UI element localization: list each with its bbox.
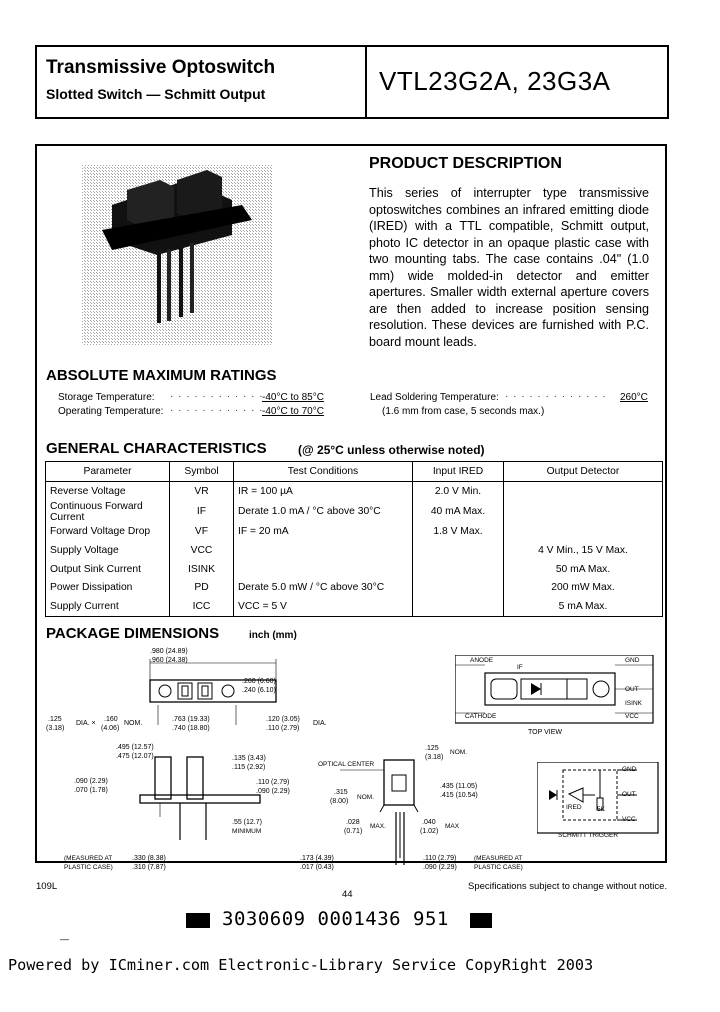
dim-label: (1.02) <box>420 828 439 835</box>
dim-label: .435 (11.05) <box>440 783 478 790</box>
profile-drawing <box>330 740 470 870</box>
cell-output: 4 V Min., 15 V Max. <box>504 541 663 560</box>
table-row <box>46 501 663 523</box>
solder-temp-value: 260°C <box>620 392 648 403</box>
dim-label: MINIMUM <box>232 828 262 835</box>
leader-dots: · · · · · · · · · · · · <box>170 405 264 416</box>
pin-label-isink: ISINK <box>625 700 642 707</box>
product-description-body: This series of interrupter type transmissive optoswitches combines an infrared emitting diode (IRED) with a TTL compatible, Schmitt output, photo IC detector in an opaque plastic case with two mounting tabs. The case contains .04" (1.0 mm) wide molded-in detector and emitter apertures. Smaller width external aperture covers are then added to increase position sensing resolution. These devices are furnished with P.C. board mount leads. <box>369 186 649 349</box>
pin-label-if: IF <box>517 664 523 671</box>
dim-label: .110 (2.79) <box>423 855 457 862</box>
column-header: Symbol <box>170 462 234 482</box>
cell-output: 50 mA Max. <box>504 560 663 579</box>
package-heading: PACKAGE DIMENSIONS <box>46 625 220 642</box>
page-title: Transmissive Optoswitch <box>46 57 276 78</box>
dim-label: (0.71) <box>344 828 363 835</box>
cell-conditions: Derate 1.0 mA / °C above 30°C <box>234 501 413 523</box>
dim-label: .028 <box>346 819 360 826</box>
page-subtitle: Slotted Switch — Schmitt Output <box>46 86 266 102</box>
table-header-row <box>46 462 663 482</box>
dim-label: .960 (24.38) <box>150 657 188 664</box>
dim-label: .110 (2.79) <box>256 779 290 786</box>
cell-symbol: VR <box>170 482 234 501</box>
dim-label: .070 (1.78) <box>74 787 108 794</box>
dim-label: .125 <box>425 745 439 752</box>
storage-temp-value: -40°C to 85°C <box>262 392 324 403</box>
cell-conditions <box>234 541 413 560</box>
product-photo <box>82 165 272 345</box>
dim-label: .310 (7.87) <box>132 864 166 871</box>
package-drawing <box>40 645 340 845</box>
top-view-caption: TOP VIEW <box>528 729 562 736</box>
cell-conditions: Derate 5.0 mW / °C above 30°C <box>234 578 413 597</box>
dim-label: .135 (3.43) <box>232 755 266 762</box>
dim-label: .017 (0.43) <box>300 864 334 871</box>
dim-label: DIA. <box>313 720 327 727</box>
dim-label: .763 (19.33) <box>172 716 210 723</box>
schmitt-diagram <box>537 762 659 834</box>
schmitt-ired-label: IRED <box>566 804 582 811</box>
dim-label: .110 (2.79) <box>266 725 300 732</box>
cell-symbol: IF <box>170 501 234 523</box>
solder-temp-note: (1.6 mm from case, 5 seconds max.) <box>382 406 545 417</box>
dim-label: .090 (2.29) <box>256 788 290 795</box>
cell-symbol: PD <box>170 578 234 597</box>
dim-label: .495 (12.57) <box>116 744 154 751</box>
column-header: Input IRED <box>413 462 504 482</box>
schmitt-caption: SCHMITT TRIGGER <box>558 832 619 839</box>
dim-label: PLASTIC CASE) <box>64 864 113 871</box>
dim-label: .115 (2.92) <box>232 764 266 771</box>
dim-label: .090 (2.29) <box>423 864 457 871</box>
cell-input <box>413 597 504 616</box>
ratings-heading: ABSOLUTE MAXIMUM RATINGS <box>46 367 277 384</box>
dim-label: .040 <box>422 819 436 826</box>
part-number: VTL23G2A, 23G3A <box>379 66 611 96</box>
barcode-bar-left <box>186 913 210 928</box>
leader-dots: · · · · · · · · · · · · · <box>170 391 272 402</box>
dim-label: (3.18) <box>46 725 65 732</box>
schmitt-out-label: OUT <box>622 791 636 798</box>
schmitt-gnd-label: GND <box>622 766 637 773</box>
leader-dots: · · · · · · · · · · · · · <box>505 391 607 402</box>
dim-label: .415 (10.54) <box>440 792 478 799</box>
cell-input: 1.8 V Max. <box>413 523 504 542</box>
table-row <box>46 482 663 501</box>
cell-input <box>413 541 504 560</box>
cell-parameter: Supply Voltage <box>46 541 170 560</box>
doc-code: 109L <box>36 881 58 892</box>
dim-label: .260 (6.60) <box>242 678 276 685</box>
dim-label: MAX. <box>370 823 386 830</box>
barcode-bar-right <box>470 913 492 928</box>
table-row <box>46 597 663 616</box>
operating-temp-value: -40°C to 70°C <box>262 406 324 417</box>
footer-dash: — <box>60 934 69 944</box>
pin-label-vcc: VCC <box>625 713 639 720</box>
dim-label: .475 (12.07) <box>116 753 154 760</box>
column-header: Parameter <box>46 462 170 482</box>
cell-input <box>413 560 504 579</box>
table-row <box>46 560 663 579</box>
cell-conditions: IF = 20 mA <box>234 523 413 542</box>
cell-input: 40 mA Max. <box>413 501 504 523</box>
cell-symbol: ICC <box>170 597 234 616</box>
cell-symbol: VF <box>170 523 234 542</box>
dim-label: (4.06) <box>101 725 120 732</box>
dim-label: .980 (24.89) <box>150 648 188 655</box>
cell-input: 2.0 V Min. <box>413 482 504 501</box>
cell-conditions: IR = 100 µA <box>234 482 413 501</box>
pin-label-cathode: CATHODE <box>465 713 497 720</box>
dim-label: MAX <box>445 823 460 830</box>
cell-output: 5 mA Max. <box>504 597 663 616</box>
dim-label: NOM. <box>357 794 374 801</box>
cell-conditions <box>234 560 413 579</box>
dim-label: (3.18) <box>425 754 444 761</box>
operating-temp-label: Operating Temperature: <box>58 406 164 417</box>
dim-label: .120 (3.05) <box>266 716 300 723</box>
barcode-number: 3030609 0001436 951 <box>222 908 449 930</box>
header-divider <box>365 45 367 119</box>
cell-parameter: Power Dissipation <box>46 578 170 597</box>
table-row <box>46 578 663 597</box>
table-row <box>46 523 663 542</box>
column-header: Output Detector <box>504 462 663 482</box>
dim-label: .55 (12.7) <box>232 819 262 826</box>
package-units: inch (mm) <box>249 630 297 641</box>
cell-input <box>413 578 504 597</box>
cell-parameter: Supply Current <box>46 597 170 616</box>
cell-output <box>504 482 663 501</box>
general-note: (@ 25°C unless otherwise noted) <box>298 443 485 457</box>
dim-label: (8.00) <box>330 798 349 805</box>
cell-parameter: Forward Voltage Drop <box>46 523 170 542</box>
dim-label: .090 (2.29) <box>74 778 108 785</box>
pin-label-anode: ANODE <box>470 657 494 664</box>
cell-output <box>504 501 663 523</box>
dim-label: PLASTIC CASE) <box>474 864 523 871</box>
schmitt-resistor-label: 5K <box>597 806 605 813</box>
storage-temp-label: Storage Temperature: <box>58 392 155 403</box>
cell-parameter: Output Sink Current <box>46 560 170 579</box>
characteristics-table <box>45 461 663 617</box>
dim-label: .160 <box>104 716 118 723</box>
dim-label: (MEASURED AT <box>474 855 523 862</box>
dim-label: .330 (8.38) <box>132 855 166 862</box>
dim-label: NOM. <box>450 749 467 756</box>
cell-parameter: Continuous Forward Current <box>46 501 170 523</box>
page-number: 44 <box>342 889 353 900</box>
solder-temp-label: Lead Soldering Temperature: <box>370 392 499 403</box>
cell-conditions: VCC = 5 V <box>234 597 413 616</box>
dim-label: (MEASURED AT <box>64 855 113 862</box>
cell-output <box>504 523 663 542</box>
column-header: Test Conditions <box>234 462 413 482</box>
dim-label: .740 (18.80) <box>172 725 210 732</box>
dim-label: .315 <box>334 789 348 796</box>
dim-label: .240 (6.10) <box>242 687 276 694</box>
cell-symbol: ISINK <box>170 560 234 579</box>
table-row <box>46 541 663 560</box>
dim-label: .125 <box>48 716 62 723</box>
pin-label-out: OUT <box>625 686 639 693</box>
cell-parameter: Reverse Voltage <box>46 482 170 501</box>
disclaimer: Specifications subject to change without notice. <box>468 881 668 892</box>
dim-label: DIA. × <box>76 720 96 727</box>
dim-label: NOM. <box>124 720 143 727</box>
dim-label: OPTICAL CENTER <box>318 761 375 768</box>
general-heading: GENERAL CHARACTERISTICS <box>46 440 267 457</box>
powered-by-footer: Powered by ICminer.com Electronic-Library Service CopyRight 2003 <box>8 956 594 974</box>
pin-label-gnd: GND <box>625 657 640 664</box>
cell-output: 200 mW Max. <box>504 578 663 597</box>
product-description-heading: PRODUCT DESCRIPTION <box>369 155 562 172</box>
dim-label: .173 (4.39) <box>300 855 334 862</box>
schmitt-vcc-label: VCC <box>622 816 636 823</box>
cell-symbol: VCC <box>170 541 234 560</box>
